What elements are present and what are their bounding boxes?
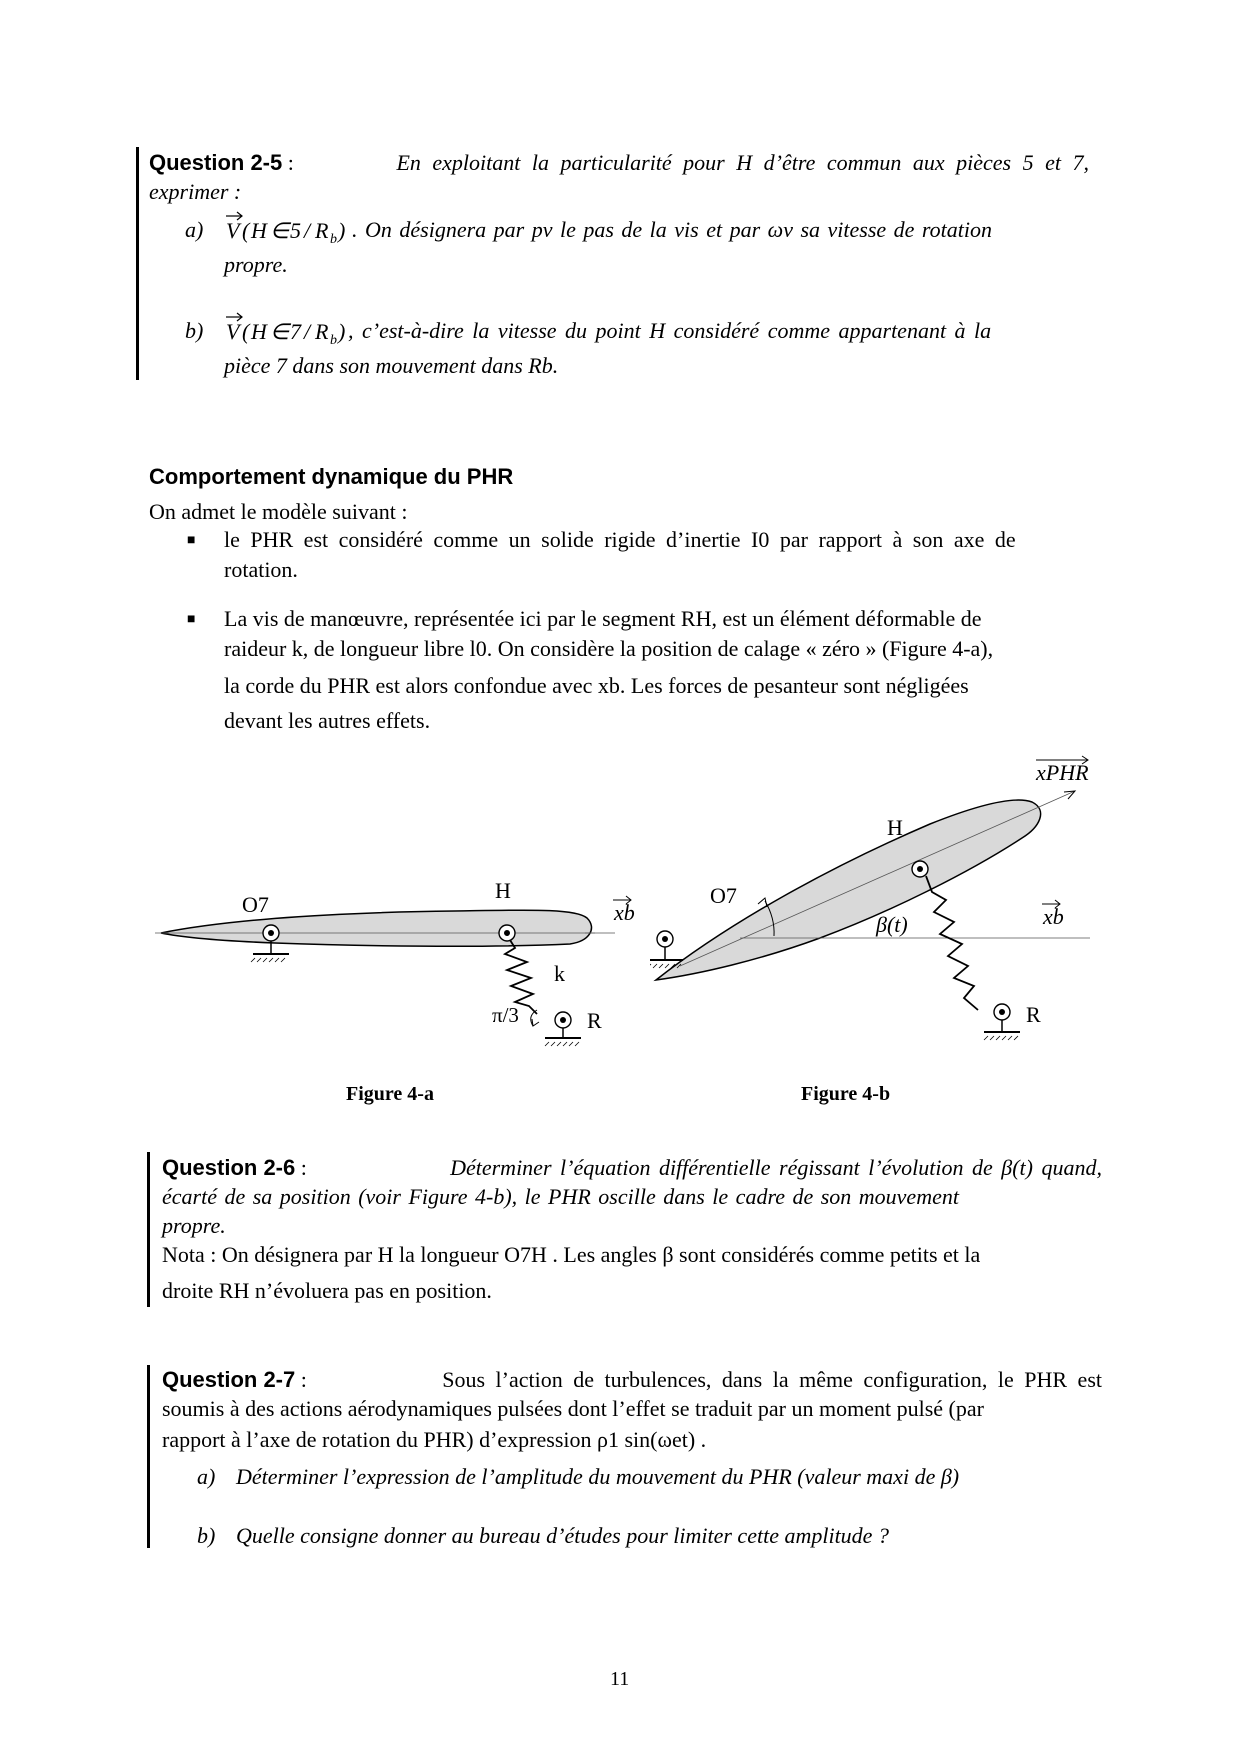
figure-4b	[650, 752, 1100, 1062]
question-2-6-bar	[147, 1152, 150, 1307]
fig4b-xb-label: xb	[1043, 904, 1064, 929]
svg-text:(: (	[242, 218, 250, 243]
fig4b-r-label: R	[1026, 1002, 1041, 1027]
q26-text-line1: Déterminer l’équation différentielle régissant l’évolution de β(t) quand,	[450, 1155, 1102, 1180]
svg-text:): )	[338, 218, 346, 243]
svg-text:R: R	[315, 319, 329, 344]
q25-b-text2: pièce 7 dans son mouvement dans Rb.	[224, 353, 559, 378]
q26-label: Question 2-6	[162, 1155, 296, 1180]
q25-text-line1: En exploitant la particularité pour H d’être commun aux pièces 5 et 7,	[396, 150, 1089, 175]
q27-b-marker: b)	[197, 1523, 216, 1548]
bullet1-line2: rotation.	[224, 557, 298, 582]
q26-text-line3: propre.	[162, 1213, 226, 1238]
figure-4b-caption: Figure 4-b	[801, 1083, 891, 1105]
section-intro: On admet le modèle suivant :	[149, 499, 408, 524]
bullet-marker-2: ■	[187, 612, 196, 627]
q27-text-line2: soumis à des actions aérodynamiques pulsées dont l’effet se traduit par un moment pulsé (par	[162, 1396, 984, 1421]
bullet1-line1: le PHR est considéré comme un solide rigide d’inertie I0 par rapport à son axe de	[224, 527, 1016, 552]
bullet2-line1: La vis de manœuvre, représentée ici par le segment RH, est un élément déformable de	[224, 606, 982, 631]
svg-text:b: b	[330, 232, 337, 245]
fig4a-r-label: R	[587, 1008, 602, 1033]
q27-line1: Question 2-7 : Sous l’action de turbulences, dans la même configuration, le PHR est	[162, 1365, 1102, 1395]
fig4a-xb-label: xb	[614, 900, 635, 925]
section-title: Comportement dynamique du PHR	[149, 464, 514, 489]
q25-a-text: . On désignera par pv le pas de la vis et par ωv sa vitesse de rotation	[352, 217, 993, 242]
q27-b-text: Quelle consigne donner au bureau d’études pour limiter cette amplitude ?	[236, 1523, 889, 1548]
bullet2-line2: raideur k, de longueur libre l0. On considère la position de calage « zéro » (Figure 4-a),	[224, 636, 994, 661]
svg-text:V: V	[226, 319, 240, 344]
fig4b-o7-label: O7	[710, 883, 737, 908]
svg-text:R: R	[315, 218, 329, 243]
q27-a-marker: a)	[197, 1464, 216, 1489]
svg-text:H: H	[251, 319, 267, 344]
q25-a-text2: propre.	[224, 252, 288, 277]
bullet-marker-1: ■	[187, 533, 196, 548]
fig4b-h-label: H	[887, 815, 903, 840]
svg-text:7: 7	[290, 319, 301, 344]
svg-text:V: V	[226, 218, 240, 243]
svg-text:): )	[338, 319, 346, 344]
fig4b-xphr-label: xPHR	[1036, 760, 1089, 785]
figure-4a-caption: Figure 4-a	[346, 1083, 434, 1105]
q25-text-line2: exprimer :	[149, 179, 242, 204]
q27-label: Question 2-7	[162, 1367, 296, 1392]
q26-text-line5: droite RH n’évoluera pas en position.	[162, 1278, 492, 1303]
figure-4a	[155, 878, 635, 1053]
q25-line1: Question 2-5 : En exploitant la particularité pour H d’être commun aux pièces 5 et 7,	[149, 148, 1089, 178]
q25-a-marker: a)	[185, 217, 204, 242]
svg-text:/: /	[304, 319, 311, 344]
q27-a-text: Déterminer l’expression de l’amplitude du mouvement du PHR (valeur maxi de β)	[236, 1464, 960, 1489]
question-2-5-bar	[136, 147, 139, 380]
fig4a-o7-label: O7	[242, 892, 269, 917]
fig4a-k-label: k	[554, 961, 565, 986]
page-number: 11	[610, 1668, 630, 1690]
bullet2-line3: la corde du PHR est alors confondue avec xb. Les forces de pesanteur sont négligées	[224, 673, 969, 698]
svg-text:(: (	[242, 319, 250, 344]
svg-text:/: /	[304, 218, 311, 243]
q25-b-marker: b)	[185, 318, 204, 343]
svg-text:5: 5	[290, 218, 301, 243]
question-2-7-bar	[147, 1365, 150, 1548]
fig4b-beta-label: β(t)	[876, 912, 908, 937]
q26-text-line2: écarté de sa position (voir Figure 4-b), le PHR oscille dans le cadre de son mouvement	[162, 1184, 959, 1209]
q27-text-line3: rapport à l’axe de rotation du PHR) d’expression ρ1 sin(ωet) .	[162, 1427, 707, 1452]
q26-text-line4: Nota : On désignera par H la longueur O7H . Les angles β sont considérés comme petits et la	[162, 1242, 981, 1267]
svg-text:H: H	[251, 218, 267, 243]
q25-label: Question 2-5	[149, 150, 283, 175]
q27-text-line1: Sous l’action de turbulences, dans la même configuration, le PHR est	[442, 1367, 1102, 1392]
svg-text:∈: ∈	[270, 218, 290, 243]
fig4a-angle-label: π/3	[492, 1003, 519, 1027]
svg-text:∈: ∈	[270, 319, 290, 344]
q26-line1: Question 2-6 : Déterminer l’équation différentielle régissant l’évolution de β(t) quand,	[162, 1153, 1102, 1183]
q25-b-text: , c’est-à-dire la vitesse du point H considéré comme appartenant à la	[348, 318, 992, 343]
fig4a-h-label: H	[495, 878, 511, 903]
svg-text:b: b	[330, 333, 337, 346]
bullet2-line4: devant les autres effets.	[224, 708, 431, 733]
